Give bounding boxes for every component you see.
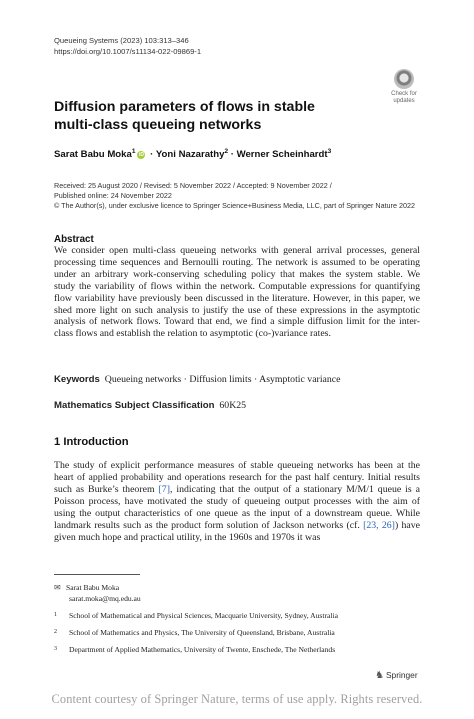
keywords-label: Keywords: [54, 374, 100, 385]
author-1[interactable]: Sarat Babu Moka: [54, 149, 132, 161]
published-date: Published online: 24 November 2022: [54, 191, 172, 200]
rights-footer: Content courtesy of Springer Nature, terms of use apply. Rights reserved.: [51, 692, 423, 706]
msc-code: 60K25: [219, 400, 247, 411]
springer-horse-icon: ♞: [375, 670, 384, 681]
check-for-updates-badge[interactable]: [386, 69, 422, 105]
author-2-affiliation: 2: [224, 148, 229, 155]
contact-name: Sarat Babu Moka: [66, 583, 120, 592]
author-list: [54, 148, 331, 160]
affiliation-number: 3: [54, 646, 57, 652]
affiliation-number: 1: [54, 612, 57, 618]
orcid-icon[interactable]: iD: [138, 152, 144, 159]
check-updates-label-2: updates: [393, 97, 415, 104]
copyright-notice: © The Author(s), under exclusive licence to Springer Science+Business Media, LLC, part of Springer Nature 2022: [54, 201, 415, 210]
publisher-logo: [375, 670, 418, 681]
affiliation-text: Department of Applied Mathematics, University of Twente, Enschede, The Netherlands: [69, 645, 336, 654]
affiliation-number: 2: [54, 629, 57, 635]
intro-text-2: , indicating that the output of a stationary M/M/1 queue is a Poisson process, have motivated the study of queueing output processes with the aim of using the output characteristics of one queue as the input of a downstream queue. While landmark results such as the product form solution of Jackson networks (cf.: [54, 483, 420, 531]
affiliation-text: School of Mathematics and Physics, The University of Queensland, Brisbane, Australia: [69, 628, 335, 637]
affiliation-3: [54, 644, 335, 655]
author-2[interactable]: Yoni Nazarathy: [155, 149, 225, 161]
corresponding-author: [54, 583, 141, 604]
keywords-text: Queueing networks · Diffusion limits · Asymptotic variance: [104, 374, 341, 385]
section-heading: 1 Introduction: [54, 436, 129, 448]
check-updates-icon: [394, 69, 414, 89]
intro-paragraph: [54, 460, 420, 544]
footnote-divider: [54, 574, 140, 575]
received-dates: Received: 25 August 2020 / Revised: 5 November 2022 / Accepted: 9 November 2022 /: [54, 181, 332, 190]
envelope-icon: ✉: [54, 583, 61, 592]
author-1-affiliation: 1: [131, 148, 136, 155]
intro-text-1: The study of explicit performance measures of stable queueing networks has been at the heart of applied probability and operations research for the past half century. Initial results such as Burke’s theorem: [54, 460, 420, 495]
author-separator: ·: [147, 149, 156, 161]
author-3-affiliation: 3: [327, 148, 332, 155]
publisher-name: Springer: [385, 670, 418, 680]
abstract-heading: Abstract: [54, 234, 94, 245]
author-separator: ·: [228, 149, 237, 161]
msc-classification: [54, 400, 246, 411]
intro-text-3: ) have given much hope and practical utility, in the 1960s and 1970s it was: [54, 519, 420, 543]
keywords: [54, 374, 340, 385]
affiliation-2: [54, 627, 335, 638]
check-updates-label-1: Check for: [391, 91, 417, 97]
doi-link[interactable]: https://doi.org/10.1007/s11134-022-09869-1: [54, 46, 202, 56]
citation-link[interactable]: [7]: [158, 483, 170, 495]
affiliation-text: School of Mathematical and Physical Sciences, Macquarie University, Sydney, Australia: [69, 611, 338, 620]
author-3[interactable]: Werner Scheinhardt: [236, 149, 328, 161]
affiliation-1: [54, 610, 338, 621]
abstract-text: We consider open multi-class queueing networks with general arrival processes, general processing time sequences and Bernoulli routing. The network is assumed to be operating under an arbitrary work-conserving scheduling policy that makes the system stable. We study the variability of flows within the network. Computable expressions for quantifying flow variability have previously been discussed in the literature. However, in this paper, we shed more light on such analysis to justify the use of these expressions in the asymptotic analysis of network flows. Toward that end, we find a simple diffusion limit for the inter-class flows and establish the relation to asymptotic (co-)variance rates.: [54, 245, 420, 340]
msc-label: Mathematics Subject Classification: [54, 400, 215, 411]
contact-email[interactable]: sarat.moka@mq.edu.au: [69, 593, 141, 603]
citation-link[interactable]: [23, 26]: [363, 519, 395, 531]
paper-title: Diffusion parameters of flows in stable multi-class queueing networks: [54, 99, 315, 133]
publication-history: [54, 181, 434, 211]
journal-citation: Queueing Systems (2023) 103:313–346: [54, 36, 189, 45]
journal-header: [54, 36, 201, 57]
